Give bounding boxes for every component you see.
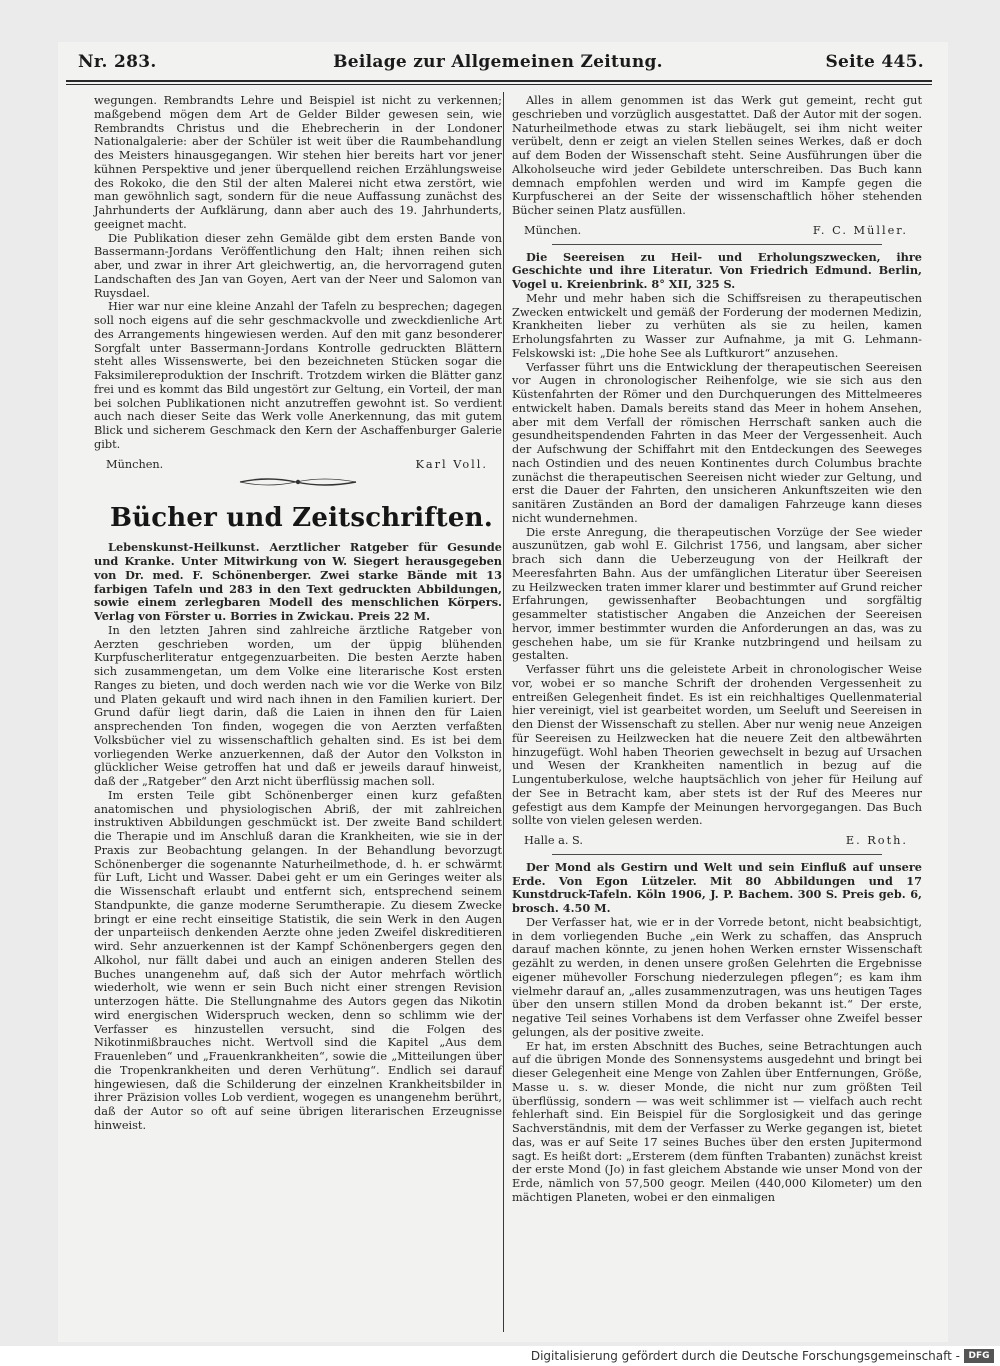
review-heading: Der Mond als Gestirn und Welt und sein Einfluß auf unsere Erde. Von Egon Lützeler. Mit 80 Abbildungen und 17 Kunstdruck-Tafeln. Köln 1906, J. P. Bachem. 300 S. Preis geb. 6, brosch. 4.50 M. (512, 859, 922, 915)
signature-author: Karl Voll. (415, 457, 488, 471)
article-paragraph: Der Verfasser hat, wie er in der Vorrede betont, nicht beabsichtigt, in dem vorliegenden Buche „ein Werk zu schaffen, das Anspruch darauf machen könnte, zu jenen hohen Werken ernster Wissenschaft gezählt zu werden, in denen unsere großen Gelehrten die Ergebnisse eigener mühevoller Forschung niederzulegen pflegen“; es kam ihm vielmehr darauf an, „alles zusammenzutragen, was uns heutigen Tages über den unsern stillen Mond da droben bekannt ist.“ Der erste, negative Teil seines Vorhabens ist dem Verfasser ohne Zweifel besser gelungen, als der positive zweite. (512, 915, 922, 1039)
page-number: Seite 445. (825, 52, 924, 72)
page-header (72, 52, 924, 78)
signature-line (512, 834, 922, 848)
signature-line (512, 224, 922, 238)
supplement-title: Beilage zur Allgemeinen Zeitung. (333, 52, 663, 72)
article-paragraph: Verfasser führt uns die geleistete Arbeit in chronologischer Weise vor, wobei er so manche Schrift der drohenden Vergessenheit zu entreißen Gelegenheit findet. Es ist ein reichhaltiges Quellenmaterial hier vereinigt, viel ist gearbeitet worden, um Seeluft und Seereisen in den Dienst der Wissenschaft zu stellen. Aber nur wenig neue Anzeigen für Seereisen zu Heilzwecken hat die neuere Zeit den altbewährten hinzugefügt. Wohl haben Theorien gewechselt in bezug auf Ursachen und Wesen der Krankheiten namentlich in bezug auf die Lungentuberkulose, welche hauptsächlich von jeher für Heilung auf der See in Betracht kam, aber stets ist der Ruf des Meeres nur gefestigt aus dem Kampfe der Meinungen hervorgegangen. Das Buch sollte von vielen gelesen werden. (512, 663, 922, 828)
signature-place: München. (524, 223, 582, 237)
signature-author: E. Roth. (845, 834, 908, 847)
signature-place: München. (106, 457, 164, 471)
signature-line (94, 458, 502, 472)
review-heading: Lebenskunst-Heilkunst. Aerztlicher Ratgeber für Gesunde und Kranke. Unter Mitwirkung von W. Siegert herausgegeben von Dr. med. F. Schönenberger. Zwei starke Bände mit 13 farbigen Tafeln und 283 in den Text gedruckten Abbildungen, sowie einem zerlegbaren Modell des menschlichen Körpers. Verlag von Förster u. Borries in Zwickau. Preis 22 M. (94, 540, 502, 623)
article-paragraph: wegungen. Rembrandts Lehre und Beispiel ist nicht zu verkennen; maßgebend mögen dem Art de Gelder Bilder gewesen sein, wie Rembrandts Christus und die Ehebrecherin in der Londoner Nationalgalerie: aber der Schüler ist weit über die Raumbehandlung des Meisters hinausgegangen. Wir stehen hier bereits hart vor jener kühnen Perspektive und jener überquellend reichen Erzählungsweise des Rokoko, die den Stil der alten Malerei nicht etwa zerstört, wie man gewöhnlich sagt, sondern für die neue Auffassung zunächst des Jahrhunderts der Aufklärung, dann aber auch des 19. Jahrhunderts, geeignet macht. (94, 94, 502, 231)
article-paragraph: Alles in allem genommen ist das Werk gut gemeint, recht gut geschrieben und vorzüglich ausgestattet. Daß der Autor mit der sogen. Naturheilmethode etwas zu stark liebäugelt, sei ihm nicht weiter verübelt, denn er zeigt an vielen Stellen seines Werkes, daß er doch auf dem Boden der Wissenschaft steht. Seine Ausführungen über die Alkoholseuche wird jeder Gebildete unterschreiben. Das Buch kann demnach empfohlen werden und wird im Kampfe gegen die Kurpfuscherei an der Seite der wissenschaftlich höher stehenden Bücher seinen Platz ausfüllen. (512, 94, 922, 217)
issue-number: Nr. 283. (78, 52, 157, 72)
funding-credit: Digitalisierung gefördert durch die Deutsche Forschungsgemeinschaft - (530, 1349, 960, 1363)
article-paragraph: Im ersten Teile gibt Schönenberger einen kurz gefaßten anatomischen und physiologischen Abriß, der mit zahlreichen instruktiven Abbildungen geschmückt ist. Der zweite Band schildert die Therapie und im Anschluß daran die Krankheiten, wie sie in der Praxis zur Beobachtung gelangen. In der Behandlung bevorzugt Schönenberger die sogenannte Naturheilmethode, d. h. er schwärmt für Luft, Licht und Wasser. Dabei geht er um ein Geringes weiter als die Wissenschaft erlaubt und entfernt sich, entsprechend seinem Standpunkte, die ganze moderne Serumtherapie. Zu diesem Zwecke bringt er eine recht einseitige Statistik, die sein Werk in den Augen der unparteiisch denkenden Aerzte ohne jeden Zweifel diskreditieren wird. Sehr anzuerkennen ist der Kampf Schönenbergers gegen den Alkohol, nur fällt dabei und auch an einigen anderen Stellen des Buches unangenehm auf, daß sich der Autor mehrfach wörtlich wiederholt, wie wenn er sein Buch nicht einer strengen Revision unterzogen hätte. Die Stellungnahme des Autors gegen das Nikotin wird energischen Widerspruch wecken, denn so schlimm wie der Verfasser es hinzustellen versucht, sind die Folgen des Nikotinmißbrauches nicht. Wertvoll sind die Kapitel „Aus dem Frauenleben“ und „Frauenkrankheiten“, sowie die „Mitteilungen über die Tropenkrankheiten und deren Verhütung“. Endlich sei darauf hingewiesen, daß die Schilderung der einzelnen Krankheitsbilder in ihrer Präzision volles Lob verdient, wogegen es unangenehm berührt, daß der Autor so oft auf seine übrigen literarischen Erzeugnisse hinweist. (94, 788, 502, 1132)
article-paragraph: Er hat, im ersten Abschnitt des Buches, seine Betrachtungen auch auf die übrigen Monde des Sonnensystems ausgedehnt und bringt bei dieser Gelegenheit eine Menge von Zahlen über Entfernungen, Größe, Masse u. s. w. dieser Monde, die nicht nur zum größten Teil überflüssig, sondern — was weit schlimmer ist — vielfach auch recht fehlerhaft sind. Ein Beispiel für die Sorglosigkeit und das geringe Sachverständnis, mit dem der Verfasser zu Werke gegangen ist, bietet das, was er auf Seite 17 seines Buches über den ersten Jupitermond sagt. Es heißt dort: „Ersterem (dem fünften Trabanten) zunächst kreist der erste Mond (Jo) in fast gleichem Abstande wie unser Mond von der Erde, nämlich von 57,500 geogr. Meilen (440,000 Kilometer) um den mächtigen Planeten, wobei er den einmaligen (512, 1039, 922, 1204)
article-paragraph: In den letzten Jahren sind zahlreiche ärztliche Ratgeber von Aerzten geschrieben worden, um der üppig blühenden Kurpfuscherliteratur entgegenzuarbeiten. Die besten Aerzte haben sich zusammengetan, um dem Volke eine literarische Kost ersten Ranges zu bieten, und doch werden nach wie vor die Werke von Bilz und Platen gekauft und wird nach ihnen in den Familien kuriert. Der Grund dafür liegt darin, daß die Laien in ihnen den für Laien ansprechenden Ton finden, wogegen die von Aerzten verfaßten Volksbücher viel zu wissenschaftlich gehalten sind. Es ist bei dem vorliegenden Werke anzuerkennen, daß der Autor den Volkston in glücklicher Weise getroffen hat und daß er jeweils darauf hinweist, daß der „Ratgeber“ den Arzt nicht überflüssig machen soll. (94, 623, 502, 788)
ornament-divider (94, 475, 502, 489)
article-paragraph: Die erste Anregung, die therapeutischen Vorzüge der See wieder auszunützen, gab wohl E. Gilchrist 1756, und langsam, aber sicher brach sich dann die Ueberzeugung von der Heilkraft der Meeresfahrten Bahn. Aus der umfänglichen Literatur über Seereisen zu Heilzwecken traten immer klarer und bestimmter auf Grund reicher Erfahrungen, gewissenhafter Beobachtungen und sorgfältig gesammelter statistischer Angaben die Anzeichen der Seereisen hervor, immer bestimmter wurden die Anforderungen an das, was zu geschehen habe, um sie für Kranke nutzbringend und heilsam zu gestalten. (512, 525, 922, 663)
flourish-icon (238, 476, 358, 488)
digitization-footer (0, 1346, 1000, 1366)
article-paragraph: Hier war nur eine kleine Anzahl der Tafeln zu besprechen; dagegen soll noch eigens auf die sehr geschmackvolle und zweckdienliche Art des Arrangements hingewiesen werden. Auf den mit ganz besonderer Sorgfalt unter Bassermann-Jordans Kontrolle gedruckten Blättern steht alles Wissenswerte, bei den bezeichneten Stücken sogar die Faksimilereproduktion der Inschrift. Trotzdem wirken die Blätter ganz frei und es kommt das Bild ungestört zur Geltung, ein Vorteil, der man bei solchen Publikationen nicht anzutreffen gewohnt ist. So verdient auch nach dieser Seite das Werk volle Anerkennung, das mit gutem Blick und sicherem Geschmack den Kern der Aschaffenburger Galerie gibt. (94, 300, 502, 451)
review-heading: Die Seereisen zu Heil- und Erholungszwecken, ihre Geschichte und ihre Literatur. Von Friedrich Edmund. Berlin, Vogel u. Kreienbrink. 8° XII, 325 S. (512, 249, 922, 291)
column-divider (503, 92, 504, 1332)
section-title: Bücher und Zeitschriften. (110, 503, 493, 534)
signature-place: Halle a. S. (524, 834, 583, 847)
right-column (512, 94, 922, 1205)
left-column (94, 94, 502, 1133)
review-separator (552, 854, 882, 855)
header-rule-thin (66, 84, 932, 85)
header-rule (66, 80, 932, 82)
article-paragraph: Mehr und mehr haben sich die Schiffsreisen zu therapeutischen Zwecken entwickelt und gemäß der Forderung der modernen Medizin, Krankheiten lieber zu verhüten als sie zu heilen, kamen Erholungsfahrten zu Wasser zur Aufnahme, ja mit G. Lehmann-Felskowski ist: „Die hohe See als Luftkurort“ anzusehen. (512, 291, 922, 360)
dfg-logo: DFG (964, 1349, 994, 1363)
article-paragraph: Verfasser führt uns die Entwicklung der therapeutischen Seereisen vor Augen in chronologischer Reihenfolge, wie sie sich aus den Küstenfahrten der Römer und den Durchquerungen des Mittelmeeres entwickelt haben. Damals bereits stand das Meer in hohem Ansehen, aber mit dem Verfall der römischen Herrschaft sanken auch die gesundheitspendenden Fahrten in das Meer der Vergessenheit. Auch der Aufschwung der Schiffahrt mit den Entdeckungen des Seeweges nach Ostindien und des neuen Kontinentes durch Columbus brachte zunächst die therapeutischen Seereisen nicht wieder zur Geltung, und erst die Dauer der Fahrten, den unsicheren Ankunftszeiten wie den sanitären Zuständen an Bord der damaligen Fahrzeuge kann dieses nicht wundernehmen. (512, 360, 922, 525)
signature-author: F. C. Müller. (812, 223, 908, 237)
review-separator (552, 244, 882, 245)
article-paragraph: Die Publikation dieser zehn Gemälde gibt dem ersten Bande von Bassermann-Jordans Veröffentlichung den Halt; ihnen reihen sich aber, und zwar in ihrer Art gleichwertig, an, die hervorragend guten Landschaften des Jan van Goyen, Aert van der Neer und Salomon van Ruysdael. (94, 231, 502, 300)
